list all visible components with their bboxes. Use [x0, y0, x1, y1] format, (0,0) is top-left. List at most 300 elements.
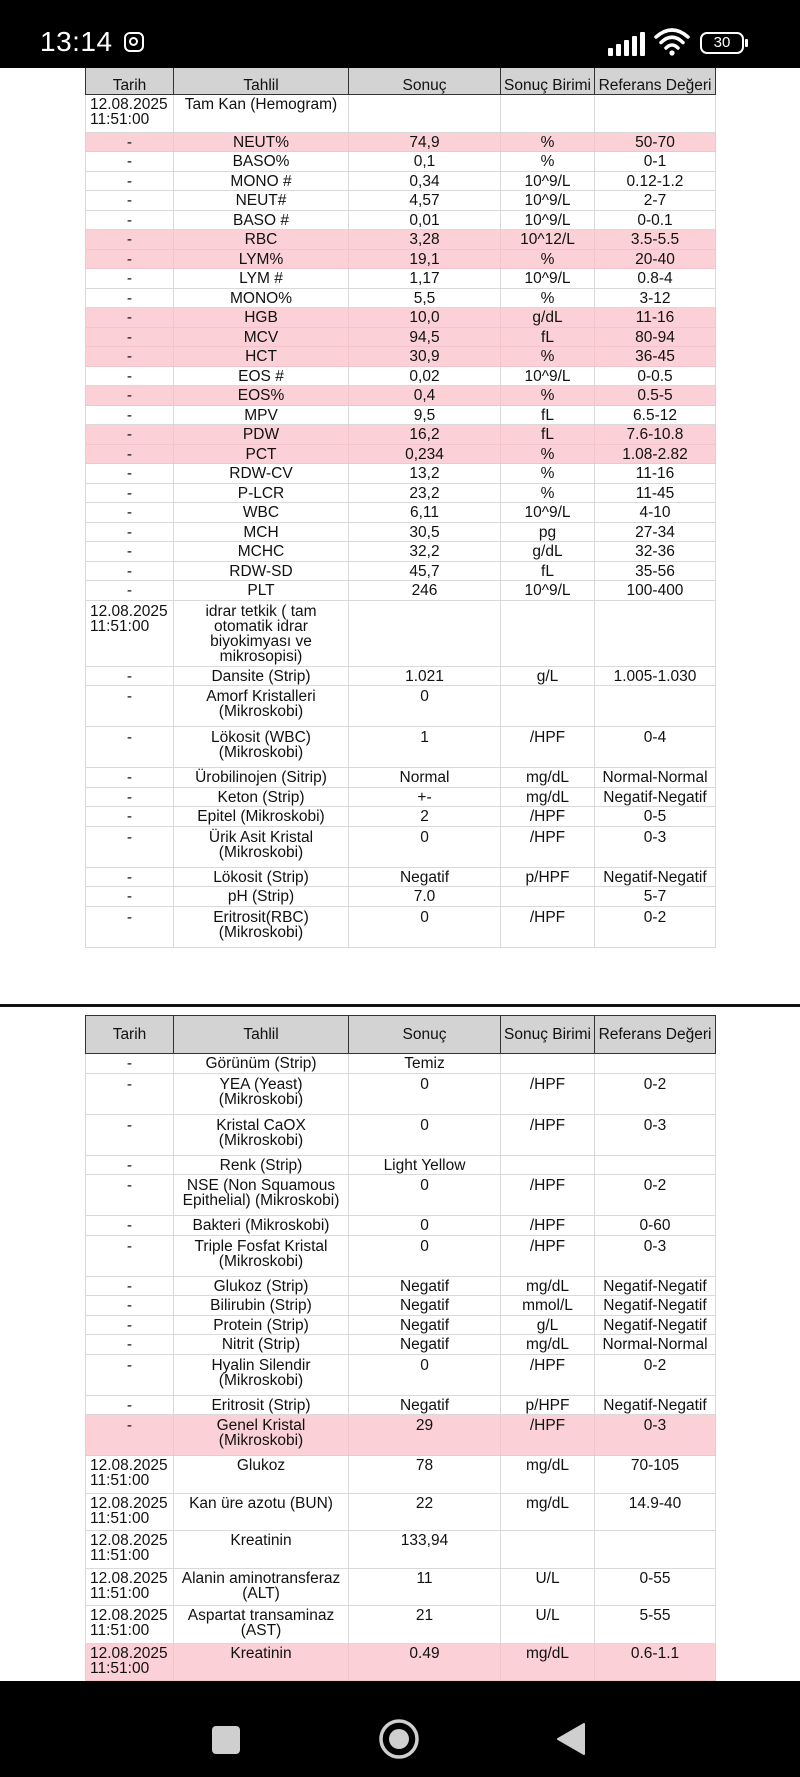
cell-date: -	[86, 1296, 174, 1316]
wifi-icon	[654, 26, 690, 56]
cell-test: EOS #	[174, 366, 349, 386]
cell-unit: /HPF	[501, 1235, 595, 1276]
cell-date: -	[86, 581, 174, 601]
cell-test: LYM%	[174, 249, 349, 269]
cell-date: -	[86, 1415, 174, 1456]
cell-date: 12.08.2025 11:51:00	[86, 1493, 174, 1531]
table-row	[86, 132, 716, 152]
cell-result: 0	[349, 1235, 501, 1276]
cell-test: LYM #	[174, 269, 349, 289]
cell-result: 4,57	[349, 191, 501, 211]
cell-result: +-	[349, 787, 501, 807]
cell-test: Bilirubin (Strip)	[174, 1296, 349, 1316]
table-row	[86, 288, 716, 308]
cell-unit: /HPF	[501, 1073, 595, 1114]
cell-reference: 50-70	[595, 132, 716, 152]
cell-date: -	[86, 1216, 174, 1236]
cell-reference: 6.5-12	[595, 405, 716, 425]
cell-result: 1.021	[349, 666, 501, 686]
cell-result: 0	[349, 1216, 501, 1236]
cell-empty	[501, 95, 595, 133]
cell-date: -	[86, 444, 174, 464]
cell-date: -	[86, 826, 174, 867]
table-header-row	[86, 1016, 716, 1054]
cell-test: PCT	[174, 444, 349, 464]
cell-unit: /HPF	[501, 1216, 595, 1236]
cell-date: -	[86, 269, 174, 289]
cell-reference: Normal-Normal	[595, 1335, 716, 1355]
cell-unit: 10^9/L	[501, 171, 595, 191]
header-sonuc: Sonuç	[349, 51, 501, 95]
cell-test: MCHC	[174, 542, 349, 562]
cell-unit: g/L	[501, 1315, 595, 1335]
cell-test: YEA (Yeast) (Mikroskobi)	[174, 1073, 349, 1114]
cell-result: 19,1	[349, 249, 501, 269]
cell-test: NEUT%	[174, 132, 349, 152]
cell-result: Negatif	[349, 1395, 501, 1415]
battery-icon: 30	[700, 32, 744, 54]
cell-date: -	[86, 1276, 174, 1296]
cell-unit: /HPF	[501, 906, 595, 947]
cell-date: -	[86, 542, 174, 562]
header-tahlil: Tahlil	[174, 51, 349, 95]
table-row	[86, 405, 716, 425]
cell-reference: 0-1	[595, 152, 716, 172]
cell-result: 11	[349, 1568, 501, 1606]
cell-reference: 0-2	[595, 906, 716, 947]
cell-unit	[501, 686, 595, 727]
cell-reference	[595, 1531, 716, 1569]
cell-reference	[595, 686, 716, 727]
cell-test: Renk (Strip)	[174, 1155, 349, 1175]
header-tarih: Tarih	[86, 1016, 174, 1054]
cell-result: 29	[349, 1415, 501, 1456]
table-row	[86, 1335, 716, 1355]
cell-unit: %	[501, 249, 595, 269]
cell-date: 12.08.2025 11:51:00	[86, 1456, 174, 1494]
cell-unit: p/HPF	[501, 867, 595, 887]
cell-result: 246	[349, 581, 501, 601]
cell-result: 0	[349, 1175, 501, 1216]
header-tarih: Tarih	[86, 51, 174, 95]
cell-unit: fL	[501, 327, 595, 347]
cell-test: MCH	[174, 522, 349, 542]
cell-date: -	[86, 425, 174, 445]
cell-test: NSE (Non Squamous Epithelial) (Mikroskobi)	[174, 1175, 349, 1216]
header-sonuc-birimi: Sonuç Birimi	[501, 1016, 595, 1054]
cell-unit: %	[501, 483, 595, 503]
cell-reference: 1.08-2.82	[595, 444, 716, 464]
cell-test-group: Tam Kan (Hemogram)	[174, 95, 349, 133]
cell-reference: 70-105	[595, 1456, 716, 1494]
table-row	[86, 1456, 716, 1494]
cell-result: 21	[349, 1606, 501, 1644]
header-referans-degeri: Referans Değeri	[595, 1016, 716, 1054]
table-row	[86, 327, 716, 347]
cell-unit: mg/dL	[501, 768, 595, 788]
cell-unit	[501, 887, 595, 907]
cell-date: -	[86, 867, 174, 887]
header-tahlil: Tahlil	[174, 1016, 349, 1054]
cell-reference: 100-400	[595, 581, 716, 601]
cell-date: 12.08.2025 11:51:00	[86, 1606, 174, 1644]
header-referans-degeri: Referans Değeri	[595, 51, 716, 95]
cell-test: MCV	[174, 327, 349, 347]
table-row	[86, 787, 716, 807]
back-button[interactable]	[556, 1722, 586, 1756]
test-group-row	[86, 600, 716, 666]
cell-test: Genel Kristal (Mikroskobi)	[174, 1415, 349, 1456]
cell-date: 12.08.2025 11:51:00	[86, 1531, 174, 1569]
table-row	[86, 1114, 716, 1155]
cell-test: RBC	[174, 230, 349, 250]
cell-reference: Negatif-Negatif	[595, 1395, 716, 1415]
table-row	[86, 347, 716, 367]
cell-result: 22	[349, 1493, 501, 1531]
table-row	[86, 1395, 716, 1415]
cell-reference: 0-2	[595, 1354, 716, 1395]
cell-unit: 10^12/L	[501, 230, 595, 250]
cell-reference: 0-4	[595, 727, 716, 768]
cell-unit: 10^9/L	[501, 581, 595, 601]
cell-empty	[595, 600, 716, 666]
cell-date: -	[86, 386, 174, 406]
cell-test: Protein (Strip)	[174, 1315, 349, 1335]
cell-result: Light Yellow	[349, 1155, 501, 1175]
cell-test: HCT	[174, 347, 349, 367]
cell-result: 0,4	[349, 386, 501, 406]
cell-reference: 36-45	[595, 347, 716, 367]
cell-reference: 0.5-5	[595, 386, 716, 406]
cell-test: Nitrit (Strip)	[174, 1335, 349, 1355]
cell-result: 30,9	[349, 347, 501, 367]
instagram-icon	[124, 32, 144, 52]
cell-result: 0.49	[349, 1643, 501, 1681]
cell-result: 0,34	[349, 171, 501, 191]
cell-reference: 3.5-5.5	[595, 230, 716, 250]
cell-unit: p/HPF	[501, 1395, 595, 1415]
cell-reference: 5-7	[595, 887, 716, 907]
cell-test: Aspartat transaminaz (AST)	[174, 1606, 349, 1644]
cell-date: 12.08.2025 11:51:00	[86, 1568, 174, 1606]
cell-test: P-LCR	[174, 483, 349, 503]
table-row	[86, 464, 716, 484]
cell-unit: g/dL	[501, 308, 595, 328]
cell-unit: mg/dL	[501, 1276, 595, 1296]
cell-result: 7.0	[349, 887, 501, 907]
cell-date: -	[86, 210, 174, 230]
cell-reference: 35-56	[595, 561, 716, 581]
cell-unit: 10^9/L	[501, 191, 595, 211]
cell-result: 3,28	[349, 230, 501, 250]
table-row	[86, 1531, 716, 1569]
table-row	[86, 826, 716, 867]
cell-unit: 10^9/L	[501, 269, 595, 289]
table-row	[86, 191, 716, 211]
table-row	[86, 269, 716, 289]
cell-unit: /HPF	[501, 727, 595, 768]
cell-result: Normal	[349, 768, 501, 788]
cell-reference: Negatif-Negatif	[595, 867, 716, 887]
cell-unit: /HPF	[501, 1114, 595, 1155]
cell-date: 12.08.2025 11:51:00	[86, 95, 174, 133]
cell-test: pH (Strip)	[174, 887, 349, 907]
cell-unit: 10^9/L	[501, 366, 595, 386]
cell-date: -	[86, 1395, 174, 1415]
cell-date: -	[86, 503, 174, 523]
cell-reference: 0-3	[595, 826, 716, 867]
table-row	[86, 807, 716, 827]
cell-test: Epitel (Mikroskobi)	[174, 807, 349, 827]
table-row	[86, 1296, 716, 1316]
table-row	[86, 581, 716, 601]
cell-test: Alanin aminotransferaz (ALT)	[174, 1568, 349, 1606]
cell-date: -	[86, 1073, 174, 1114]
table-row	[86, 666, 716, 686]
cell-result: 32,2	[349, 542, 501, 562]
cell-test: BASO%	[174, 152, 349, 172]
cell-reference: 0-3	[595, 1114, 716, 1155]
cell-unit	[501, 1155, 595, 1175]
cell-unit: %	[501, 288, 595, 308]
table-row	[86, 444, 716, 464]
cell-date: -	[86, 1114, 174, 1155]
cell-date: -	[86, 191, 174, 211]
table-row	[86, 308, 716, 328]
cell-reference: Negatif-Negatif	[595, 787, 716, 807]
cell-reference: 0-3	[595, 1235, 716, 1276]
cell-test: Eritrosit (Strip)	[174, 1395, 349, 1415]
cell-test: MONO #	[174, 171, 349, 191]
cell-date: -	[86, 249, 174, 269]
table-row	[86, 727, 716, 768]
cell-date: -	[86, 327, 174, 347]
cell-unit: g/dL	[501, 542, 595, 562]
cell-result: Negatif	[349, 867, 501, 887]
cell-empty	[595, 95, 716, 133]
cell-reference: 11-16	[595, 464, 716, 484]
cell-reference: Normal-Normal	[595, 768, 716, 788]
cell-result: 16,2	[349, 425, 501, 445]
cell-unit: mg/dL	[501, 1456, 595, 1494]
cell-test: Kreatinin	[174, 1643, 349, 1681]
recents-button[interactable]	[212, 1726, 240, 1754]
cell-unit: mg/dL	[501, 787, 595, 807]
table-row	[86, 1276, 716, 1296]
cell-date: -	[86, 288, 174, 308]
cell-date: -	[86, 230, 174, 250]
cell-reference: 11-45	[595, 483, 716, 503]
cell-test: Glukoz	[174, 1456, 349, 1494]
cell-test: Ürik Asit Kristal (Mikroskobi)	[174, 826, 349, 867]
cell-result: 94,5	[349, 327, 501, 347]
cell-date: -	[86, 1315, 174, 1335]
table-row	[86, 230, 716, 250]
cell-date: -	[86, 1335, 174, 1355]
cell-test: Bakteri (Mikroskobi)	[174, 1216, 349, 1236]
cell-date: -	[86, 727, 174, 768]
cell-reference: 0-2	[595, 1175, 716, 1216]
cell-reference	[595, 1155, 716, 1175]
table-row	[86, 210, 716, 230]
cell-result: 0,1	[349, 152, 501, 172]
cell-date: -	[86, 171, 174, 191]
table-row	[86, 906, 716, 947]
cell-reference: 0.8-4	[595, 269, 716, 289]
cell-test-group: idrar tetkik ( tam otomatik idrar biyokimyası ve mikrosopisi)	[174, 600, 349, 666]
cell-reference: 0-0.5	[595, 366, 716, 386]
table-row	[86, 1216, 716, 1236]
table-row	[86, 483, 716, 503]
cell-reference: 27-34	[595, 522, 716, 542]
cell-reference: 0-55	[595, 1568, 716, 1606]
cell-reference: 0-3	[595, 1415, 716, 1456]
header-sonuc-birimi: Sonuç Birimi	[501, 51, 595, 95]
cell-test: Kristal CaOX (Mikroskobi)	[174, 1114, 349, 1155]
table-row	[86, 542, 716, 562]
cell-test: RDW-CV	[174, 464, 349, 484]
signal-icon	[608, 30, 646, 56]
cell-date: -	[86, 666, 174, 686]
cell-empty	[349, 600, 501, 666]
cell-test: Ürobilinojen (Sitrip)	[174, 768, 349, 788]
cell-unit: %	[501, 444, 595, 464]
header-sonuc: Sonuç	[349, 1016, 501, 1054]
cell-result: 1	[349, 727, 501, 768]
table-row	[86, 768, 716, 788]
table-row	[86, 249, 716, 269]
cell-test: PDW	[174, 425, 349, 445]
status-bar	[0, 0, 800, 68]
cell-result: 5,5	[349, 288, 501, 308]
cell-test: Hyalin Silendir (Mikroskobi)	[174, 1354, 349, 1395]
table-row	[86, 561, 716, 581]
cell-reference: 3-12	[595, 288, 716, 308]
lab-results-table-page1	[85, 50, 716, 948]
cell-unit: U/L	[501, 1606, 595, 1644]
cell-test: Kreatinin	[174, 1531, 349, 1569]
cell-reference: 80-94	[595, 327, 716, 347]
table-row	[86, 1155, 716, 1175]
cell-result: 74,9	[349, 132, 501, 152]
table-row	[86, 425, 716, 445]
cell-reference: Negatif-Negatif	[595, 1276, 716, 1296]
cell-date: -	[86, 686, 174, 727]
cell-reference: 0-0.1	[595, 210, 716, 230]
cell-unit: pg	[501, 522, 595, 542]
cell-result: 0	[349, 686, 501, 727]
table-row	[86, 1606, 716, 1644]
cell-unit: mg/dL	[501, 1643, 595, 1681]
cell-result: 10,0	[349, 308, 501, 328]
cell-date: -	[86, 1155, 174, 1175]
cell-reference: 14.9-40	[595, 1493, 716, 1531]
table-row	[86, 686, 716, 727]
cell-date: -	[86, 1354, 174, 1395]
cell-unit: fL	[501, 405, 595, 425]
table-row	[86, 1175, 716, 1216]
cell-date: -	[86, 561, 174, 581]
cell-result: 45,7	[349, 561, 501, 581]
cell-unit: 10^9/L	[501, 503, 595, 523]
cell-date: -	[86, 152, 174, 172]
cell-test: WBC	[174, 503, 349, 523]
cell-test: MONO%	[174, 288, 349, 308]
cell-result: 133,94	[349, 1531, 501, 1569]
cell-unit: 10^9/L	[501, 210, 595, 230]
cell-test: Glukoz (Strip)	[174, 1276, 349, 1296]
table-row	[86, 1493, 716, 1531]
table-row	[86, 887, 716, 907]
cell-reference: 32-36	[595, 542, 716, 562]
clock: 13:14	[40, 26, 113, 57]
cell-date: -	[86, 366, 174, 386]
cell-date: -	[86, 887, 174, 907]
cell-reference: 1.005-1.030	[595, 666, 716, 686]
table-row	[86, 1054, 716, 1074]
home-button[interactable]	[378, 1718, 420, 1760]
cell-reference: 0.6-1.1	[595, 1643, 716, 1681]
table-row	[86, 386, 716, 406]
navigation-bar	[0, 1681, 800, 1777]
cell-unit: mg/dL	[501, 1335, 595, 1355]
cell-result: 0	[349, 1114, 501, 1155]
table-row	[86, 171, 716, 191]
cell-reference: 0-60	[595, 1216, 716, 1236]
cell-result: 9,5	[349, 405, 501, 425]
cell-reference: 0-2	[595, 1073, 716, 1114]
cell-reference: 11-16	[595, 308, 716, 328]
table-row	[86, 1643, 716, 1681]
cell-reference: 5-55	[595, 1606, 716, 1644]
cell-date: -	[86, 308, 174, 328]
cell-reference: Negatif-Negatif	[595, 1296, 716, 1316]
cell-unit	[501, 1054, 595, 1074]
cell-result: 2	[349, 807, 501, 827]
cell-unit: U/L	[501, 1568, 595, 1606]
table-row	[86, 1354, 716, 1395]
cell-unit: %	[501, 386, 595, 406]
cell-unit: /HPF	[501, 1175, 595, 1216]
cell-date: -	[86, 1235, 174, 1276]
cell-unit: %	[501, 152, 595, 172]
cell-result: 1,17	[349, 269, 501, 289]
cell-test: MPV	[174, 405, 349, 425]
cell-unit: %	[501, 464, 595, 484]
cell-unit: /HPF	[501, 807, 595, 827]
cell-reference: 4-10	[595, 503, 716, 523]
table-row	[86, 1315, 716, 1335]
table-row	[86, 1415, 716, 1456]
cell-result: 78	[349, 1456, 501, 1494]
cell-date: -	[86, 1175, 174, 1216]
cell-result: Negatif	[349, 1335, 501, 1355]
cell-result: 30,5	[349, 522, 501, 542]
cell-result: 0	[349, 1073, 501, 1114]
cell-test: PLT	[174, 581, 349, 601]
cell-date: 12.08.2025 11:51:00	[86, 1643, 174, 1681]
cell-unit: mg/dL	[501, 1493, 595, 1531]
table-row	[86, 522, 716, 542]
table-row	[86, 1568, 716, 1606]
cell-reference: 0.12-1.2	[595, 171, 716, 191]
cell-date: 12.08.2025 11:51:00	[86, 600, 174, 666]
cell-date: -	[86, 464, 174, 484]
cell-date: -	[86, 768, 174, 788]
cell-test: Lökosit (Strip)	[174, 867, 349, 887]
cell-date: -	[86, 906, 174, 947]
cell-test: BASO #	[174, 210, 349, 230]
